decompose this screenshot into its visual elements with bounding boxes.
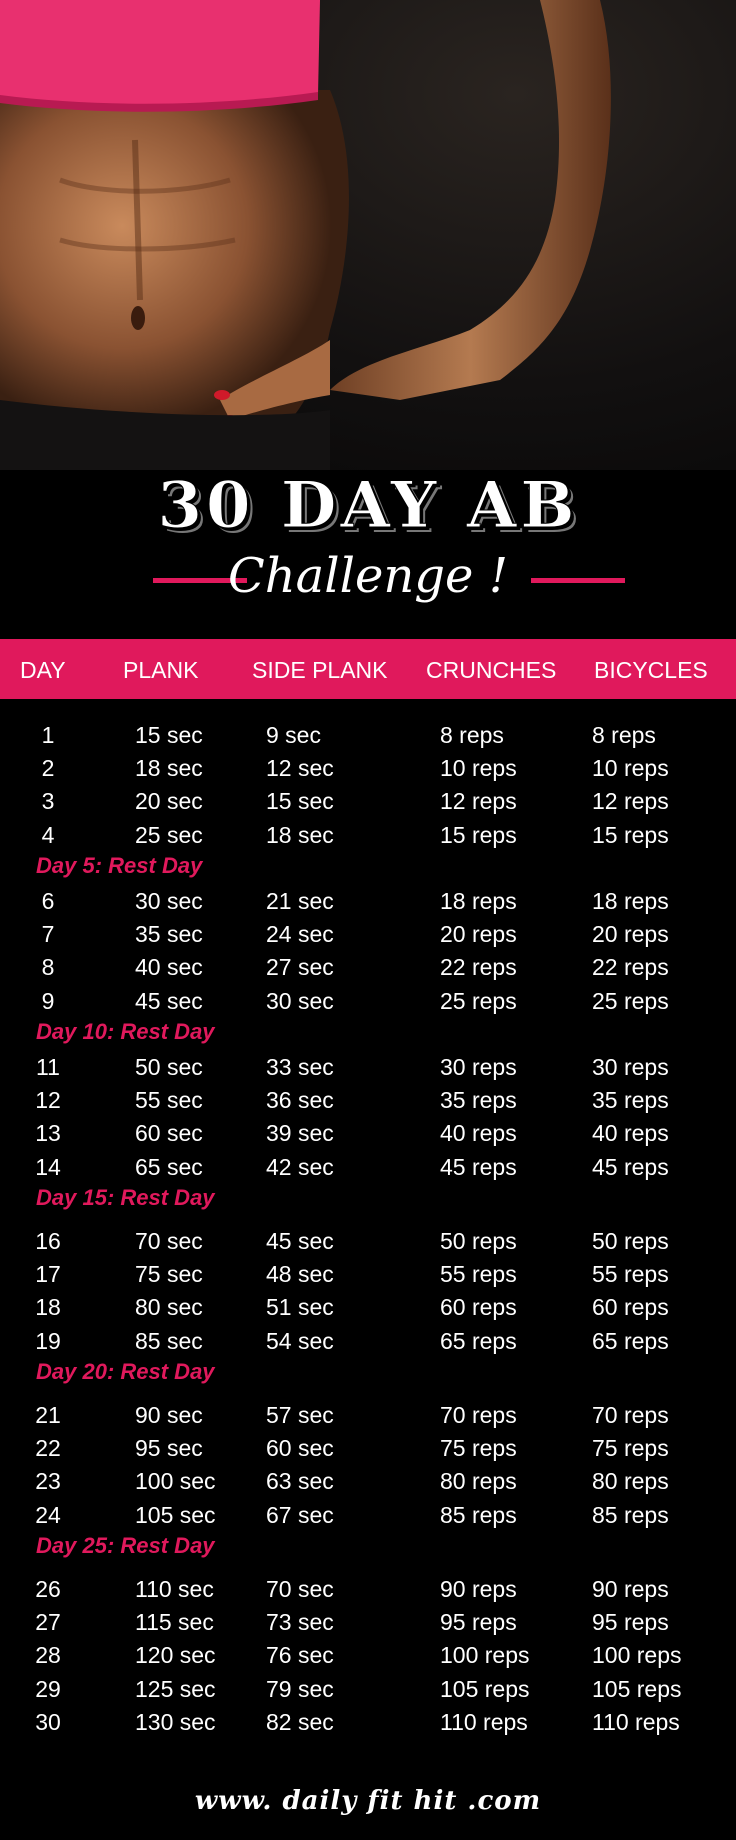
table-row	[0, 1294, 736, 1327]
plank-cell: 100 sec	[135, 1468, 216, 1495]
day-cell: 18	[35, 1294, 61, 1321]
side-plank-cell: 70 sec	[266, 1576, 334, 1602]
subtitle-row	[0, 548, 736, 618]
crunches-cell: 75 reps	[440, 1435, 517, 1462]
bicycles-cell: 22 reps	[592, 954, 669, 981]
bicycles-cell: 90 reps	[592, 1576, 669, 1602]
day-cell: 14	[35, 1153, 61, 1180]
plank-cell: 50 sec	[135, 1054, 203, 1080]
plank-cell: 110 sec	[135, 1576, 214, 1602]
bicycles-cell: 55 reps	[592, 1261, 669, 1288]
table-row	[0, 755, 736, 788]
crunches-cell: 12 reps	[440, 788, 517, 815]
page-title: 30 DAY AB	[157, 468, 579, 543]
column-header-plank: PLANK	[123, 657, 199, 683]
crunches-cell: 30 reps	[440, 1054, 517, 1080]
table-row	[0, 1676, 736, 1709]
table-row	[0, 822, 736, 855]
bicycles-cell: 12 reps	[592, 788, 669, 815]
bicycles-cell: 35 reps	[592, 1087, 669, 1114]
plank-cell: 70 sec	[135, 1228, 203, 1254]
day-cell: 28	[35, 1642, 61, 1669]
side-plank-cell: 36 sec	[266, 1087, 334, 1114]
subtitle-divider-right	[531, 578, 625, 583]
bicycles-cell: 18 reps	[592, 888, 669, 914]
day-cell: 11	[36, 1054, 60, 1080]
crunches-cell: 60 reps	[440, 1294, 517, 1321]
side-plank-cell: 12 sec	[266, 755, 334, 782]
day-cell: 17	[35, 1261, 61, 1288]
crunches-cell: 70 reps	[440, 1402, 517, 1428]
crunches-cell: 65 reps	[440, 1327, 517, 1354]
table-row	[0, 1468, 736, 1501]
page-subtitle: Challenge !	[228, 548, 508, 604]
side-plank-cell: 63 sec	[266, 1468, 334, 1495]
bicycles-cell: 8 reps	[592, 722, 656, 748]
bicycles-cell: 70 reps	[592, 1402, 669, 1428]
table-row	[0, 1609, 736, 1642]
table-row	[0, 954, 736, 987]
day-cell: 9	[41, 987, 55, 1014]
table-row	[0, 1228, 736, 1261]
table-row	[0, 1709, 736, 1742]
side-plank-cell: 76 sec	[266, 1642, 334, 1669]
plank-cell: 95 sec	[135, 1435, 203, 1462]
day-cell: 13	[35, 1120, 61, 1147]
hero-photo	[0, 0, 736, 470]
day-cell: 8	[41, 954, 55, 981]
column-header-crunches: CRUNCHES	[426, 657, 557, 683]
plank-cell: 80 sec	[135, 1294, 203, 1321]
bicycles-cell: 50 reps	[592, 1228, 669, 1254]
plank-cell: 55 sec	[135, 1087, 203, 1114]
side-plank-cell: 18 sec	[266, 821, 334, 848]
bicycles-cell: 25 reps	[592, 987, 669, 1014]
table-row	[0, 1328, 736, 1361]
table-header	[0, 639, 736, 699]
table-row	[0, 1154, 736, 1187]
bicycles-cell: 100 reps	[592, 1642, 682, 1669]
side-plank-cell: 42 sec	[266, 1153, 334, 1180]
side-plank-cell: 27 sec	[266, 954, 334, 981]
plank-cell: 105 sec	[135, 1501, 216, 1528]
day-cell: 30	[35, 1708, 61, 1735]
day-cell: 2	[41, 755, 55, 782]
crunches-cell: 22 reps	[440, 954, 517, 981]
side-plank-cell: 48 sec	[266, 1261, 334, 1288]
bicycles-cell: 105 reps	[592, 1675, 682, 1702]
day-cell: 26	[35, 1576, 61, 1602]
plank-cell: 15 sec	[135, 722, 203, 748]
day-cell: 6	[41, 888, 55, 914]
table-row	[0, 1502, 736, 1535]
day-cell: 27	[35, 1609, 61, 1636]
table-row	[0, 1054, 736, 1087]
day-cell: 7	[41, 921, 55, 948]
side-plank-cell: 79 sec	[266, 1675, 334, 1702]
crunches-cell: 15 reps	[440, 821, 517, 848]
side-plank-cell: 73 sec	[266, 1609, 334, 1636]
plank-cell: 130 sec	[135, 1708, 216, 1735]
crunches-cell: 85 reps	[440, 1501, 517, 1528]
column-header-side-plank: SIDE PLANK	[252, 657, 388, 683]
crunches-cell: 10 reps	[440, 755, 517, 782]
rest-day-label: Day 25: Rest Day	[36, 1532, 215, 1558]
crunches-cell: 105 reps	[440, 1675, 530, 1702]
table-row	[0, 1642, 736, 1675]
table-row	[0, 1435, 736, 1468]
side-plank-cell: 39 sec	[266, 1120, 334, 1147]
day-cell: 1	[41, 722, 55, 748]
table-row	[0, 888, 736, 921]
crunches-cell: 110 reps	[440, 1708, 528, 1735]
plank-cell: 120 sec	[135, 1642, 216, 1669]
day-cell: 4	[41, 821, 55, 848]
workout-table	[0, 700, 736, 1740]
crunches-cell: 45 reps	[440, 1153, 517, 1180]
day-cell: 24	[35, 1501, 61, 1528]
bicycles-cell: 15 reps	[592, 821, 669, 848]
table-row	[0, 788, 736, 821]
side-plank-cell: 30 sec	[266, 987, 334, 1014]
side-plank-cell: 9 sec	[266, 722, 321, 748]
plank-cell: 40 sec	[135, 954, 203, 981]
crunches-cell: 25 reps	[440, 987, 517, 1014]
plank-cell: 65 sec	[135, 1153, 203, 1180]
table-row	[0, 1087, 736, 1120]
table-row	[0, 1576, 736, 1609]
side-plank-cell: 54 sec	[266, 1327, 334, 1354]
crunches-cell: 18 reps	[440, 888, 517, 914]
day-cell: 29	[35, 1675, 61, 1702]
bicycles-cell: 30 reps	[592, 1054, 669, 1080]
day-cell: 12	[35, 1087, 61, 1114]
plank-cell: 45 sec	[135, 987, 203, 1014]
table-row	[0, 1120, 736, 1153]
crunches-cell: 40 reps	[440, 1120, 517, 1147]
side-plank-cell: 57 sec	[266, 1402, 334, 1428]
side-plank-cell: 67 sec	[266, 1501, 334, 1528]
rest-day-label: Day 10: Rest Day	[36, 1018, 215, 1044]
bicycles-cell: 65 reps	[592, 1327, 669, 1354]
crunches-cell: 95 reps	[440, 1609, 517, 1636]
crunches-cell: 100 reps	[440, 1642, 530, 1669]
day-cell: 22	[35, 1435, 61, 1462]
bicycles-cell: 110 reps	[592, 1708, 680, 1735]
bicycles-cell: 40 reps	[592, 1120, 669, 1147]
side-plank-cell: 24 sec	[266, 921, 334, 948]
plank-cell: 20 sec	[135, 788, 203, 815]
day-cell: 23	[35, 1468, 61, 1495]
bicycles-cell: 60 reps	[592, 1294, 669, 1321]
plank-cell: 30 sec	[135, 888, 203, 914]
side-plank-cell: 60 sec	[266, 1435, 334, 1462]
column-header-day: DAY	[20, 657, 66, 683]
column-header-bicycles: BICYCLES	[594, 657, 708, 683]
crunches-cell: 35 reps	[440, 1087, 517, 1114]
side-plank-cell: 21 sec	[266, 888, 334, 914]
plank-cell: 115 sec	[135, 1609, 214, 1636]
plank-cell: 85 sec	[135, 1327, 203, 1354]
side-plank-cell: 82 sec	[266, 1708, 334, 1735]
plank-cell: 90 sec	[135, 1402, 203, 1428]
crunches-cell: 55 reps	[440, 1261, 517, 1288]
torso-illustration	[0, 0, 736, 470]
plank-cell: 25 sec	[135, 821, 203, 848]
crunches-cell: 80 reps	[440, 1468, 517, 1495]
side-plank-cell: 51 sec	[266, 1294, 334, 1321]
plank-cell: 18 sec	[135, 755, 203, 782]
footer-website: www. daily fit hit .com	[194, 1786, 542, 1816]
bicycles-cell: 85 reps	[592, 1501, 669, 1528]
table-row	[0, 1261, 736, 1294]
crunches-cell: 8 reps	[440, 722, 504, 748]
bicycles-cell: 45 reps	[592, 1153, 669, 1180]
crunches-cell: 20 reps	[440, 921, 517, 948]
day-cell: 16	[35, 1228, 61, 1254]
plank-cell: 60 sec	[135, 1120, 203, 1147]
crunches-cell: 90 reps	[440, 1576, 517, 1602]
table-row	[0, 988, 736, 1021]
side-plank-cell: 15 sec	[266, 788, 334, 815]
bicycles-cell: 10 reps	[592, 755, 669, 782]
plank-cell: 35 sec	[135, 921, 203, 948]
rest-day-label: Day 20: Rest Day	[36, 1358, 215, 1384]
day-cell: 3	[41, 788, 55, 815]
day-cell: 19	[35, 1327, 61, 1354]
rest-day-label: Day 15: Rest Day	[36, 1184, 215, 1210]
bicycles-cell: 80 reps	[592, 1468, 669, 1495]
bicycles-cell: 95 reps	[592, 1609, 669, 1636]
rest-day-label: Day 5: Rest Day	[36, 852, 203, 878]
side-plank-cell: 33 sec	[266, 1054, 334, 1080]
plank-cell: 75 sec	[135, 1261, 203, 1288]
day-cell: 21	[35, 1402, 61, 1428]
bicycles-cell: 20 reps	[592, 921, 669, 948]
table-row	[0, 722, 736, 755]
bicycles-cell: 75 reps	[592, 1435, 669, 1462]
side-plank-cell: 45 sec	[266, 1228, 334, 1254]
plank-cell: 125 sec	[135, 1675, 216, 1702]
table-row	[0, 921, 736, 954]
crunches-cell: 50 reps	[440, 1228, 517, 1254]
table-row	[0, 1402, 736, 1435]
